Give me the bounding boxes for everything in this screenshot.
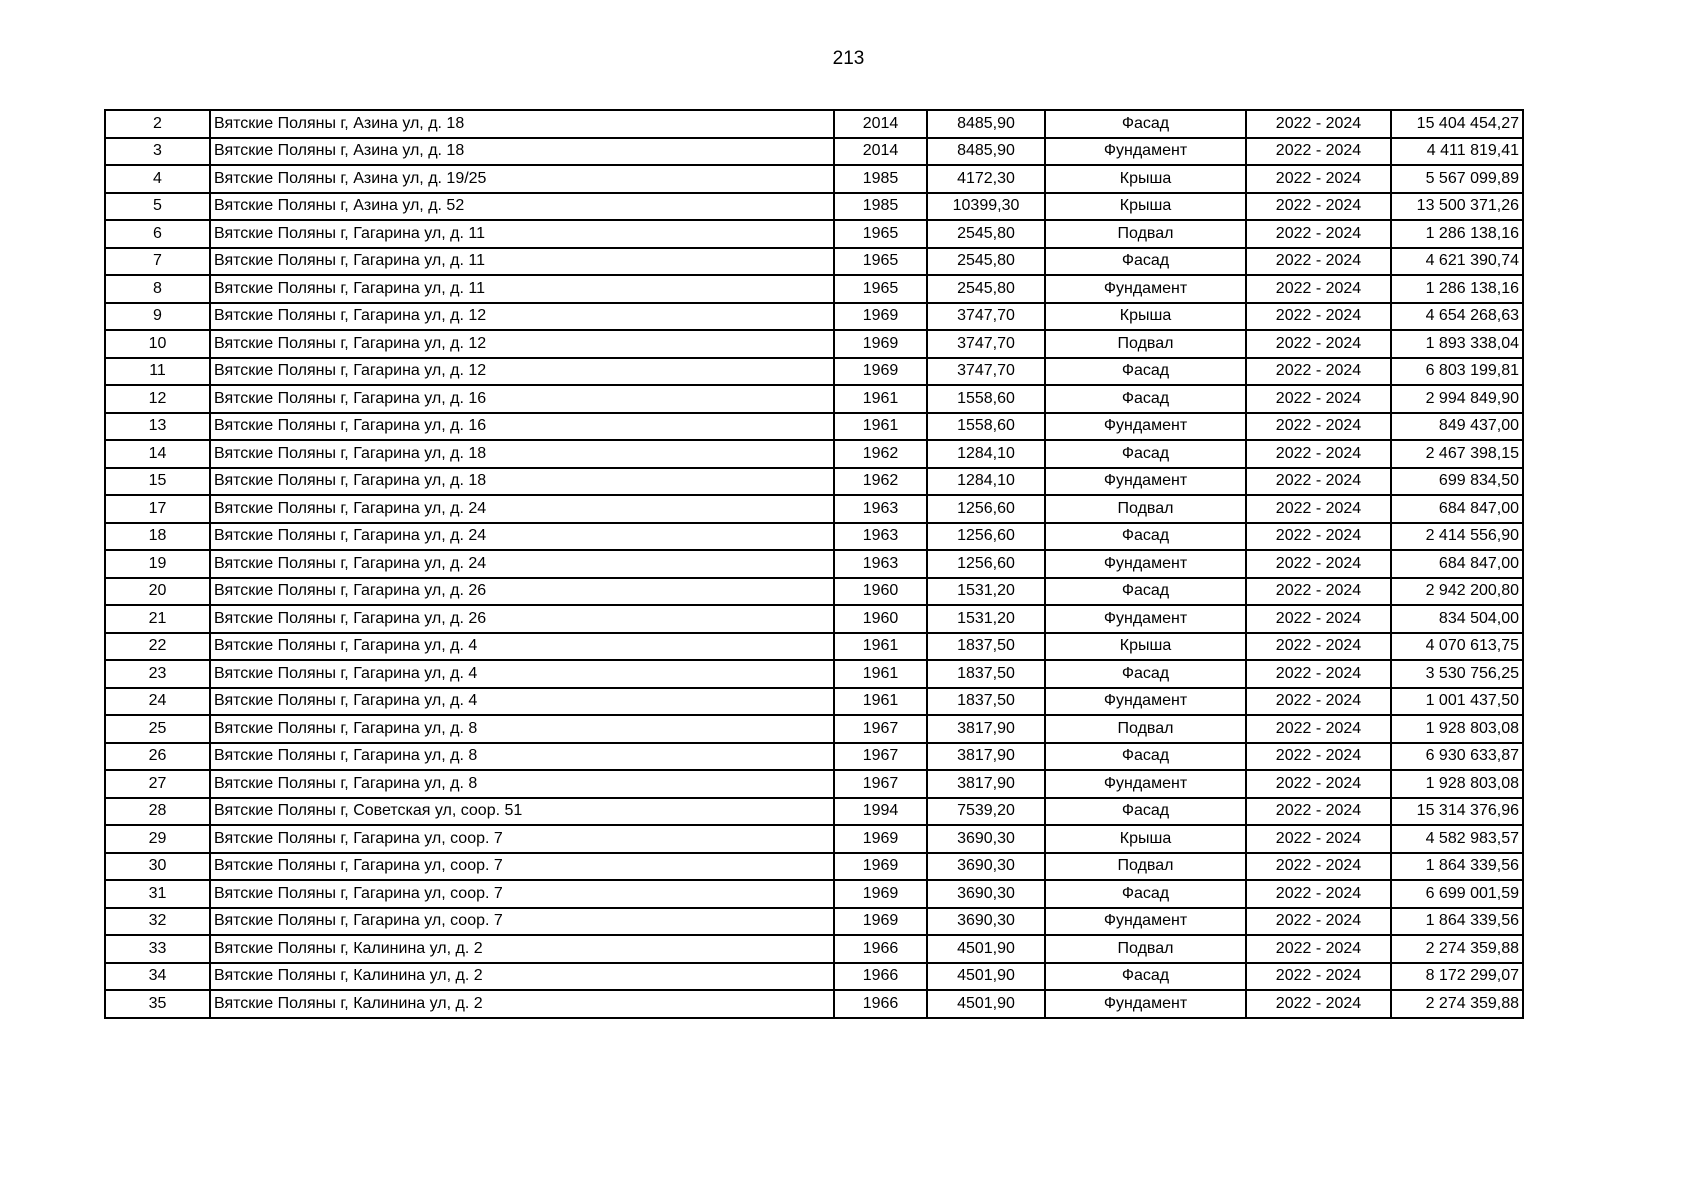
period-cell: 2022 - 2024 xyxy=(1246,935,1391,963)
row-number-cell: 14 xyxy=(105,440,210,468)
year-built-cell: 2014 xyxy=(834,110,927,138)
row-number-cell: 31 xyxy=(105,880,210,908)
year-built-cell: 1969 xyxy=(834,825,927,853)
address-cell: Вятские Поляны г, Советская ул, соор. 51 xyxy=(210,798,834,826)
address-cell: Вятские Поляны г, Гагарина ул, д. 12 xyxy=(210,303,834,331)
area-cell: 7539,20 xyxy=(927,798,1045,826)
work-type-cell: Фундамент xyxy=(1045,138,1246,166)
period-cell: 2022 - 2024 xyxy=(1246,908,1391,936)
area-cell: 8485,90 xyxy=(927,138,1045,166)
area-cell: 3690,30 xyxy=(927,853,1045,881)
address-cell: Вятские Поляны г, Гагарина ул, д. 11 xyxy=(210,220,834,248)
year-built-cell: 1961 xyxy=(834,660,927,688)
period-cell: 2022 - 2024 xyxy=(1246,193,1391,221)
row-number-cell: 20 xyxy=(105,578,210,606)
cost-cell: 1 893 338,04 xyxy=(1391,330,1523,358)
address-cell: Вятские Поляны г, Гагарина ул, д. 26 xyxy=(210,605,834,633)
table-row xyxy=(105,303,1523,331)
work-type-cell: Фундамент xyxy=(1045,688,1246,716)
period-cell: 2022 - 2024 xyxy=(1246,853,1391,881)
year-built-cell: 1962 xyxy=(834,440,927,468)
cost-cell: 1 001 437,50 xyxy=(1391,688,1523,716)
row-number-cell: 28 xyxy=(105,798,210,826)
period-cell: 2022 - 2024 xyxy=(1246,468,1391,496)
address-cell: Вятские Поляны г, Гагарина ул, д. 4 xyxy=(210,633,834,661)
period-cell: 2022 - 2024 xyxy=(1246,578,1391,606)
row-number-cell: 3 xyxy=(105,138,210,166)
work-type-cell: Фасад xyxy=(1045,798,1246,826)
area-cell: 3817,90 xyxy=(927,715,1045,743)
period-cell: 2022 - 2024 xyxy=(1246,303,1391,331)
row-number-cell: 15 xyxy=(105,468,210,496)
row-number-cell: 32 xyxy=(105,908,210,936)
table-body xyxy=(105,110,1523,1018)
table-row xyxy=(105,248,1523,276)
address-cell: Вятские Поляны г, Калинина ул, д. 2 xyxy=(210,935,834,963)
table-row xyxy=(105,110,1523,138)
cost-cell: 2 274 359,88 xyxy=(1391,935,1523,963)
table-row xyxy=(105,440,1523,468)
period-cell: 2022 - 2024 xyxy=(1246,495,1391,523)
work-type-cell: Подвал xyxy=(1045,220,1246,248)
row-number-cell: 5 xyxy=(105,193,210,221)
cost-cell: 13 500 371,26 xyxy=(1391,193,1523,221)
table-row xyxy=(105,660,1523,688)
area-cell: 2545,80 xyxy=(927,248,1045,276)
row-number-cell: 27 xyxy=(105,770,210,798)
work-type-cell: Фундамент xyxy=(1045,908,1246,936)
cost-cell: 2 467 398,15 xyxy=(1391,440,1523,468)
address-cell: Вятские Поляны г, Гагарина ул, соор. 7 xyxy=(210,825,834,853)
table-row xyxy=(105,220,1523,248)
period-cell: 2022 - 2024 xyxy=(1246,770,1391,798)
cost-cell: 2 994 849,90 xyxy=(1391,385,1523,413)
address-cell: Вятские Поляны г, Гагарина ул, д. 11 xyxy=(210,275,834,303)
address-cell: Вятские Поляны г, Гагарина ул, д. 12 xyxy=(210,330,834,358)
area-cell: 1558,60 xyxy=(927,385,1045,413)
work-type-cell: Фундамент xyxy=(1045,990,1246,1018)
area-cell: 1837,50 xyxy=(927,688,1045,716)
period-cell: 2022 - 2024 xyxy=(1246,220,1391,248)
table-row xyxy=(105,578,1523,606)
table-row xyxy=(105,770,1523,798)
work-type-cell: Крыша xyxy=(1045,633,1246,661)
period-cell: 2022 - 2024 xyxy=(1246,523,1391,551)
cost-cell: 1 864 339,56 xyxy=(1391,853,1523,881)
period-cell: 2022 - 2024 xyxy=(1246,825,1391,853)
address-cell: Вятские Поляны г, Гагарина ул, д. 26 xyxy=(210,578,834,606)
year-built-cell: 1994 xyxy=(834,798,927,826)
area-cell: 3690,30 xyxy=(927,880,1045,908)
area-cell: 2545,80 xyxy=(927,275,1045,303)
year-built-cell: 1965 xyxy=(834,275,927,303)
address-cell: Вятские Поляны г, Гагарина ул, д. 8 xyxy=(210,743,834,771)
year-built-cell: 1969 xyxy=(834,908,927,936)
work-type-cell: Крыша xyxy=(1045,193,1246,221)
address-cell: Вятские Поляны г, Азина ул, д. 18 xyxy=(210,138,834,166)
row-number-cell: 18 xyxy=(105,523,210,551)
period-cell: 2022 - 2024 xyxy=(1246,413,1391,441)
table-row xyxy=(105,633,1523,661)
work-type-cell: Фасад xyxy=(1045,385,1246,413)
row-number-cell: 4 xyxy=(105,165,210,193)
address-cell: Вятские Поляны г, Гагарина ул, д. 4 xyxy=(210,688,834,716)
row-number-cell: 11 xyxy=(105,358,210,386)
row-number-cell: 12 xyxy=(105,385,210,413)
work-type-cell: Фасад xyxy=(1045,660,1246,688)
period-cell: 2022 - 2024 xyxy=(1246,550,1391,578)
period-cell: 2022 - 2024 xyxy=(1246,743,1391,771)
area-cell: 1284,10 xyxy=(927,468,1045,496)
cost-cell: 5 567 099,89 xyxy=(1391,165,1523,193)
cost-cell: 8 172 299,07 xyxy=(1391,963,1523,991)
table-row xyxy=(105,990,1523,1018)
page-number: 213 xyxy=(832,48,865,69)
row-number-cell: 7 xyxy=(105,248,210,276)
cost-cell: 2 414 556,90 xyxy=(1391,523,1523,551)
cost-cell: 2 942 200,80 xyxy=(1391,578,1523,606)
table-row xyxy=(105,743,1523,771)
area-cell: 10399,30 xyxy=(927,193,1045,221)
table-row xyxy=(105,688,1523,716)
row-number-cell: 9 xyxy=(105,303,210,331)
table-row xyxy=(105,468,1523,496)
work-type-cell: Фасад xyxy=(1045,440,1246,468)
cost-cell: 4 582 983,57 xyxy=(1391,825,1523,853)
period-cell: 2022 - 2024 xyxy=(1246,605,1391,633)
row-number-cell: 33 xyxy=(105,935,210,963)
area-cell: 1256,60 xyxy=(927,523,1045,551)
year-built-cell: 1965 xyxy=(834,248,927,276)
area-cell: 1256,60 xyxy=(927,550,1045,578)
table-row xyxy=(105,193,1523,221)
table-row xyxy=(105,605,1523,633)
work-type-cell: Крыша xyxy=(1045,165,1246,193)
row-number-cell: 29 xyxy=(105,825,210,853)
row-number-cell: 34 xyxy=(105,963,210,991)
address-cell: Вятские Поляны г, Гагарина ул, д. 8 xyxy=(210,770,834,798)
area-cell: 3690,30 xyxy=(927,908,1045,936)
area-cell: 1531,20 xyxy=(927,605,1045,633)
cost-cell: 4 411 819,41 xyxy=(1391,138,1523,166)
work-type-cell: Фасад xyxy=(1045,880,1246,908)
area-cell: 1531,20 xyxy=(927,578,1045,606)
row-number-cell: 30 xyxy=(105,853,210,881)
cost-cell: 849 437,00 xyxy=(1391,413,1523,441)
year-built-cell: 1962 xyxy=(834,468,927,496)
year-built-cell: 1985 xyxy=(834,165,927,193)
period-cell: 2022 - 2024 xyxy=(1246,110,1391,138)
row-number-cell: 2 xyxy=(105,110,210,138)
area-cell: 3817,90 xyxy=(927,743,1045,771)
table-row xyxy=(105,330,1523,358)
area-cell: 2545,80 xyxy=(927,220,1045,248)
address-cell: Вятские Поляны г, Гагарина ул, д. 24 xyxy=(210,495,834,523)
address-cell: Вятские Поляны г, Гагарина ул, д. 4 xyxy=(210,660,834,688)
address-cell: Вятские Поляны г, Гагарина ул, д. 8 xyxy=(210,715,834,743)
area-cell: 3747,70 xyxy=(927,358,1045,386)
period-cell: 2022 - 2024 xyxy=(1246,633,1391,661)
cost-cell: 684 847,00 xyxy=(1391,550,1523,578)
area-cell: 1837,50 xyxy=(927,660,1045,688)
year-built-cell: 1963 xyxy=(834,550,927,578)
address-cell: Вятские Поляны г, Гагарина ул, д. 12 xyxy=(210,358,834,386)
period-cell: 2022 - 2024 xyxy=(1246,660,1391,688)
work-type-cell: Подвал xyxy=(1045,715,1246,743)
cost-cell: 1 864 339,56 xyxy=(1391,908,1523,936)
area-cell: 1837,50 xyxy=(927,633,1045,661)
area-cell: 3690,30 xyxy=(927,825,1045,853)
work-type-cell: Фасад xyxy=(1045,248,1246,276)
table-row xyxy=(105,413,1523,441)
cost-cell: 15 314 376,96 xyxy=(1391,798,1523,826)
period-cell: 2022 - 2024 xyxy=(1246,440,1391,468)
year-built-cell: 1960 xyxy=(834,605,927,633)
cost-cell: 1 286 138,16 xyxy=(1391,220,1523,248)
address-cell: Вятские Поляны г, Калинина ул, д. 2 xyxy=(210,990,834,1018)
period-cell: 2022 - 2024 xyxy=(1246,880,1391,908)
row-number-cell: 6 xyxy=(105,220,210,248)
table-row xyxy=(105,358,1523,386)
work-type-cell: Подвал xyxy=(1045,853,1246,881)
work-type-cell: Фундамент xyxy=(1045,413,1246,441)
address-cell: Вятские Поляны г, Гагарина ул, д. 18 xyxy=(210,468,834,496)
table-row xyxy=(105,880,1523,908)
address-cell: Вятские Поляны г, Азина ул, д. 52 xyxy=(210,193,834,221)
row-number-cell: 35 xyxy=(105,990,210,1018)
year-built-cell: 2014 xyxy=(834,138,927,166)
cost-cell: 4 070 613,75 xyxy=(1391,633,1523,661)
table-row xyxy=(105,908,1523,936)
table-row xyxy=(105,935,1523,963)
period-cell: 2022 - 2024 xyxy=(1246,385,1391,413)
area-cell: 1284,10 xyxy=(927,440,1045,468)
address-cell: Вятские Поляны г, Гагарина ул, д. 16 xyxy=(210,413,834,441)
work-type-cell: Фундамент xyxy=(1045,770,1246,798)
row-number-cell: 23 xyxy=(105,660,210,688)
row-number-cell: 22 xyxy=(105,633,210,661)
area-cell: 4172,30 xyxy=(927,165,1045,193)
area-cell: 4501,90 xyxy=(927,935,1045,963)
address-cell: Вятские Поляны г, Гагарина ул, д. 16 xyxy=(210,385,834,413)
address-cell: Вятские Поляны г, Гагарина ул, д. 24 xyxy=(210,523,834,551)
work-type-cell: Фундамент xyxy=(1045,275,1246,303)
address-cell: Вятские Поляны г, Калинина ул, д. 2 xyxy=(210,963,834,991)
table-row xyxy=(105,523,1523,551)
period-cell: 2022 - 2024 xyxy=(1246,275,1391,303)
year-built-cell: 1961 xyxy=(834,688,927,716)
work-type-cell: Подвал xyxy=(1045,495,1246,523)
year-built-cell: 1966 xyxy=(834,963,927,991)
work-type-cell: Крыша xyxy=(1045,303,1246,331)
year-built-cell: 1969 xyxy=(834,358,927,386)
year-built-cell: 1963 xyxy=(834,495,927,523)
year-built-cell: 1969 xyxy=(834,303,927,331)
year-built-cell: 1966 xyxy=(834,935,927,963)
address-cell: Вятские Поляны г, Азина ул, д. 18 xyxy=(210,110,834,138)
work-type-cell: Фасад xyxy=(1045,743,1246,771)
year-built-cell: 1969 xyxy=(834,853,927,881)
cost-cell: 2 274 359,88 xyxy=(1391,990,1523,1018)
period-cell: 2022 - 2024 xyxy=(1246,688,1391,716)
address-cell: Вятские Поляны г, Азина ул, д. 19/25 xyxy=(210,165,834,193)
cost-cell: 4 621 390,74 xyxy=(1391,248,1523,276)
table-row xyxy=(105,138,1523,166)
table-row xyxy=(105,798,1523,826)
address-cell: Вятские Поляны г, Гагарина ул, соор. 7 xyxy=(210,853,834,881)
work-type-cell: Фундамент xyxy=(1045,468,1246,496)
year-built-cell: 1961 xyxy=(834,385,927,413)
work-type-cell: Фасад xyxy=(1045,963,1246,991)
area-cell: 3747,70 xyxy=(927,330,1045,358)
area-cell: 8485,90 xyxy=(927,110,1045,138)
area-cell: 4501,90 xyxy=(927,990,1045,1018)
area-cell: 3817,90 xyxy=(927,770,1045,798)
work-type-cell: Фасад xyxy=(1045,358,1246,386)
cost-cell: 6 803 199,81 xyxy=(1391,358,1523,386)
period-cell: 2022 - 2024 xyxy=(1246,330,1391,358)
address-cell: Вятские Поляны г, Гагарина ул, соор. 7 xyxy=(210,908,834,936)
year-built-cell: 1966 xyxy=(834,990,927,1018)
table-row xyxy=(105,165,1523,193)
work-type-cell: Фасад xyxy=(1045,578,1246,606)
period-cell: 2022 - 2024 xyxy=(1246,165,1391,193)
cost-cell: 1 928 803,08 xyxy=(1391,715,1523,743)
table-row xyxy=(105,853,1523,881)
year-built-cell: 1965 xyxy=(834,220,927,248)
year-built-cell: 1961 xyxy=(834,413,927,441)
address-cell: Вятские Поляны г, Гагарина ул, д. 11 xyxy=(210,248,834,276)
area-cell: 3747,70 xyxy=(927,303,1045,331)
work-type-cell: Фасад xyxy=(1045,523,1246,551)
year-built-cell: 1969 xyxy=(834,330,927,358)
work-type-cell: Подвал xyxy=(1045,935,1246,963)
cost-cell: 6 699 001,59 xyxy=(1391,880,1523,908)
period-cell: 2022 - 2024 xyxy=(1246,715,1391,743)
repair-schedule-table xyxy=(104,109,1524,1019)
year-built-cell: 1969 xyxy=(834,880,927,908)
cost-cell: 1 286 138,16 xyxy=(1391,275,1523,303)
year-built-cell: 1963 xyxy=(834,523,927,551)
period-cell: 2022 - 2024 xyxy=(1246,798,1391,826)
year-built-cell: 1967 xyxy=(834,743,927,771)
cost-cell: 834 504,00 xyxy=(1391,605,1523,633)
period-cell: 2022 - 2024 xyxy=(1246,963,1391,991)
table-row xyxy=(105,963,1523,991)
table-row xyxy=(105,715,1523,743)
table-row xyxy=(105,495,1523,523)
cost-cell: 6 930 633,87 xyxy=(1391,743,1523,771)
row-number-cell: 19 xyxy=(105,550,210,578)
address-cell: Вятские Поляны г, Гагарина ул, д. 18 xyxy=(210,440,834,468)
work-type-cell: Фундамент xyxy=(1045,605,1246,633)
address-cell: Вятские Поляны г, Гагарина ул, д. 24 xyxy=(210,550,834,578)
work-type-cell: Фундамент xyxy=(1045,550,1246,578)
address-cell: Вятские Поляны г, Гагарина ул, соор. 7 xyxy=(210,880,834,908)
area-cell: 4501,90 xyxy=(927,963,1045,991)
year-built-cell: 1967 xyxy=(834,715,927,743)
table-row xyxy=(105,385,1523,413)
period-cell: 2022 - 2024 xyxy=(1246,358,1391,386)
row-number-cell: 25 xyxy=(105,715,210,743)
work-type-cell: Фасад xyxy=(1045,110,1246,138)
table-row xyxy=(105,550,1523,578)
row-number-cell: 13 xyxy=(105,413,210,441)
row-number-cell: 24 xyxy=(105,688,210,716)
row-number-cell: 21 xyxy=(105,605,210,633)
cost-cell: 699 834,50 xyxy=(1391,468,1523,496)
year-built-cell: 1960 xyxy=(834,578,927,606)
row-number-cell: 8 xyxy=(105,275,210,303)
period-cell: 2022 - 2024 xyxy=(1246,138,1391,166)
period-cell: 2022 - 2024 xyxy=(1246,248,1391,276)
cost-cell: 684 847,00 xyxy=(1391,495,1523,523)
year-built-cell: 1967 xyxy=(834,770,927,798)
table-row xyxy=(105,275,1523,303)
table-row xyxy=(105,825,1523,853)
row-number-cell: 26 xyxy=(105,743,210,771)
year-built-cell: 1961 xyxy=(834,633,927,661)
period-cell: 2022 - 2024 xyxy=(1246,990,1391,1018)
row-number-cell: 10 xyxy=(105,330,210,358)
cost-cell: 15 404 454,27 xyxy=(1391,110,1523,138)
row-number-cell: 17 xyxy=(105,495,210,523)
work-type-cell: Подвал xyxy=(1045,330,1246,358)
work-type-cell: Крыша xyxy=(1045,825,1246,853)
cost-cell: 3 530 756,25 xyxy=(1391,660,1523,688)
cost-cell: 1 928 803,08 xyxy=(1391,770,1523,798)
area-cell: 1256,60 xyxy=(927,495,1045,523)
year-built-cell: 1985 xyxy=(834,193,927,221)
area-cell: 1558,60 xyxy=(927,413,1045,441)
cost-cell: 4 654 268,63 xyxy=(1391,303,1523,331)
